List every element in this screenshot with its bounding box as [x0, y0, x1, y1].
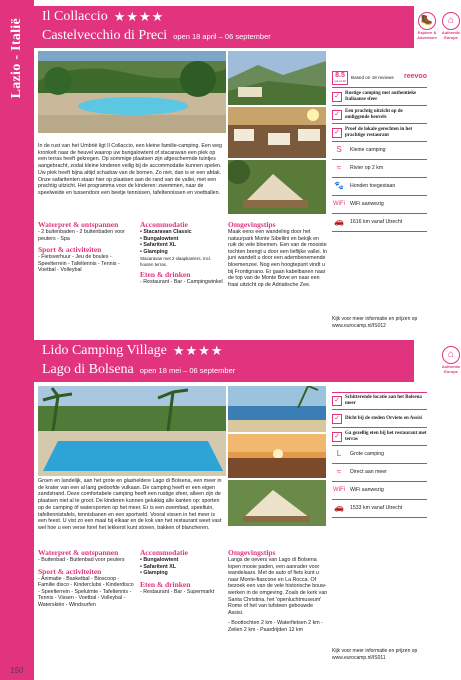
column-water-sport	[38, 548, 134, 609]
section-title-sport: Sport & activiteiten	[38, 566, 102, 576]
facility-water: ≈ Rivier op 2 km	[332, 160, 427, 178]
badge-explore: 🥾 Explore & Adventure	[417, 12, 437, 50]
star-rating: ★★★★	[113, 9, 165, 24]
theme-badges	[414, 342, 461, 384]
badge-authentic: ⌂ Authentic Europe	[441, 12, 461, 50]
photo-safaritent	[228, 480, 326, 526]
car-icon: 🚗	[334, 217, 344, 227]
wifi-icon: WiFi	[333, 200, 345, 207]
check-icon: ✓	[332, 92, 342, 102]
theme-badges	[414, 8, 461, 50]
photo-lake-beach	[228, 386, 326, 432]
photo-safaritent	[228, 160, 326, 214]
accommodation-item: • Bungalowtent	[140, 557, 179, 563]
dog-icon: 🐾	[334, 181, 344, 191]
column-area-tips	[228, 220, 328, 288]
star-rating: ★★★★	[172, 343, 224, 358]
camping-size-icon: L	[336, 449, 342, 459]
photo-sunset-lake	[228, 434, 326, 478]
opening-period: open 18 mei – 06 september	[139, 366, 236, 375]
photo-pool-palms	[38, 386, 226, 476]
column-area-tips	[228, 548, 328, 634]
usp-item: ✓ Schitterende locatie aan het Bolsena meer	[332, 392, 427, 410]
section-title-area: Omgevingstips	[228, 548, 276, 557]
facility-water: ≈ Direct aan meer	[332, 464, 427, 482]
check-icon: ✓	[332, 432, 342, 442]
accommodation-item: • Glamping	[140, 248, 168, 255]
house-icon: ⌂	[442, 346, 460, 364]
column-accommodation	[140, 220, 224, 286]
accommodation-item: • Stacaravan Classic	[140, 229, 192, 235]
accommodation-item: • Safaritent XL	[140, 563, 176, 570]
usp-item: ✓ Rustige camping met authentieke Italiaanse sfeer	[332, 88, 427, 106]
check-icon: ✓	[332, 110, 342, 120]
check-icon: ✓	[332, 396, 342, 406]
facility-dogs: 🐾 Honden toegestaan	[332, 178, 427, 196]
car-icon: 🚗	[334, 503, 344, 513]
column-accommodation	[140, 548, 224, 595]
column-water-sport	[38, 220, 134, 274]
usp-item: ✓ Dicht bij de steden Orvieto en Assisi	[332, 410, 427, 428]
page-number: 150	[10, 666, 24, 675]
check-icon: ✓	[332, 128, 342, 138]
check-icon: ✓	[332, 414, 342, 424]
camping-size-icon: S	[336, 145, 342, 155]
badge-authentic: ⌂ Authentic Europe	[441, 346, 461, 384]
review-score: 8.5 out of 10 Based on 18 reviews reevoo	[332, 68, 427, 88]
camping-block-lido	[34, 340, 461, 680]
camping-location: Castelvecchio di Preci	[42, 28, 168, 43]
sport-list: - Fietsverhuur - Jeu de boules - Speelterrein - Tafeltennis - Tennis - Voetbal - Volleybal	[38, 254, 120, 274]
section-title-food: Eten & drinken	[140, 270, 191, 280]
opening-period: open 18 april – 06 september	[173, 32, 271, 41]
section-title-accommodation: Accommodatie	[140, 548, 188, 557]
more-info-link[interactable]: Kijk voor meer informatie en prijzen op www.eurocamp.nl/IS011	[332, 648, 418, 661]
section-title-accommodation: Accommodatie	[140, 220, 188, 229]
facility-size: S Kleine camping	[332, 142, 427, 160]
water-list: - 2 buitenbaden - 2 buitenbaden voor peuters - Spa	[38, 229, 125, 242]
section-title-sport: Sport & activiteiten	[38, 245, 102, 255]
wifi-icon: WiFi	[333, 486, 345, 493]
section-title-water: Waterpret & ontspannen	[38, 548, 119, 557]
accommodation-item: • Glamping	[140, 570, 168, 577]
accommodation-item: • Bungalowtent	[140, 235, 179, 242]
camping-description: In de rust van het Umbrië ligt Il Collaccio, een kleine familie-camping. Een weg kronkelt naar de heuvel waarop uw bungalowtent of stacaravan een plek op een terras heeft gekregen. Op sommige plaatsen zijn afgeschermde tuintjes aangebracht, zodat kleine kinderen veilig bij de accommodatie kunnen spelen. Uw plek heeft bijna altijd schaduw van de bomen. Zo niet, dan is er een afdak. Onze safaritenten staan hier op plaatsen aan de rand van de vallei, met een prachtig uitzicht. Het programma voor de kinderen: zwemmen, naar de speelweide en tussendoor een beetje tennissen, tafeltennissen en voetballen.	[38, 143, 223, 196]
section-title-food: Eten & drinken	[140, 579, 191, 589]
usp-item: ✓ Ga gezellig eten bij het restaurant met terras	[332, 428, 427, 446]
camping-location: Lago di Bolsena	[42, 362, 134, 377]
facility-distance: 🚗 1533 km vanaf Utrecht	[332, 500, 427, 518]
camping-header	[34, 6, 414, 48]
more-info-link[interactable]: Kijk voor meer informatie en prijzen op www.eurocamp.nl/IS012	[332, 316, 418, 329]
photo-mountain-valley	[228, 51, 326, 105]
camping-name: Lido Camping Village	[42, 343, 167, 358]
facility-wifi: WiFi WiFi aanwezig	[332, 196, 427, 214]
facility-distance: 🚗 1616 km vanaf Utrecht	[332, 214, 427, 232]
section-title-water: Waterpret & ontspannen	[38, 220, 119, 229]
area-tips-text: Langs de oevers van Lago di Bolsena lopen mooie paden, een aanrader voor wandelaars. Met de auto of fiets kunt u naar Monte-fiascone en La Rocca. Of bezoek een van de vele historische bouw-werken in de omgeving. Zoals de kerk van Santa Christina, het 'openluchtmuseum' Rome of het van tufsteen gebouwde Assisi.	[228, 557, 328, 616]
area-tips-text: Maak eens een wandeling door het natuurpark Monte Sibellini en bekijk en ruik de vele bloemen. Een van de mooiste tochten brengt u door een lieflijke vallei. In juni wandelt u door een adembenemende bloemenzee. Nog een hoogtepunt vindt u bij Frontignano. Er gaan kabelbanen naar de top van de Monte Bove en naar een fraai uitzicht op de Adriatische Zee.	[228, 229, 327, 288]
hiker-icon: 🥾	[418, 12, 436, 30]
camping-name: Il Collaccio	[42, 9, 108, 24]
camping-header	[34, 340, 414, 382]
reevoo-logo: reevoo	[404, 73, 427, 81]
area-activities: - Boottochten 2 km - Waterfietsen 2 km - Zeilen 2 km - Paardrijden 12 km	[228, 620, 323, 633]
water-list: - Buitenbad - Buitenbad voor peuters	[38, 557, 125, 563]
photo-pool-terrace	[38, 51, 226, 133]
food-list: - Restaurant - Bar - Campingwinkel	[140, 279, 223, 286]
sport-list: - Animatie - Basketbal - Bioscoop - Familie disco - Kinderclubs - Kinderdisco - Speelterrein - Speluimte - Tafeltennis - Tennis - Vissen - Voetbal - Volleybal - Waterskiën - Windsurfen	[38, 575, 134, 608]
usp-panel	[332, 68, 427, 232]
usp-item: ✓ Een prachtig uitzicht op de omliggende heuvels	[332, 106, 427, 124]
region-label: Lazio - Italië	[9, 18, 25, 99]
facility-size: L Grote camping	[332, 446, 427, 464]
photo-restaurant-terrace	[228, 107, 326, 158]
camping-block-il-collaccio	[34, 0, 461, 340]
usp-item: ✓ Proef de lokale gerechten in het prachtige restaurant	[332, 124, 427, 142]
house-icon: ⌂	[442, 12, 460, 30]
accommodation-note: Stacaravan met 2 slaapkamers. Incl. houten terras.	[140, 256, 212, 267]
camping-description: Groen en landelijk, aan het grote en glasheldere Lago di Bolsena, een meer in de krater van een al lang gedoofde vulkaan. De camping heeft er een eigen zandstrand. Deze comfortabele camping heeft een rustige sfeer, alleen zijn de plaatsen niet al te groot. De kinderen kunnen gelukkig alle kanten op: sporten op de camping óf watersporten op het meer. Er is een zwembad, speeltuin, tafeltennistafels, tennisbanen en een sportveld. Vooral vissen in het meer is een feest. U vist zo een maal bij elkaar en de kok van het restaurant weet vast wel hoe u een verse forel het lekkerst kunt stoven, bakken of blancheren.	[38, 478, 222, 531]
usp-panel	[332, 392, 427, 518]
food-list: - Restaurant - Bar - Supermarkt	[140, 588, 215, 595]
water-icon: ≈	[336, 467, 342, 477]
facility-wifi: WiFi WiFi aanwezig	[332, 482, 427, 500]
accommodation-item: • Safaritent XL	[140, 242, 176, 249]
water-icon: ≈	[336, 163, 342, 173]
section-title-area: Omgevingstips	[228, 220, 276, 229]
